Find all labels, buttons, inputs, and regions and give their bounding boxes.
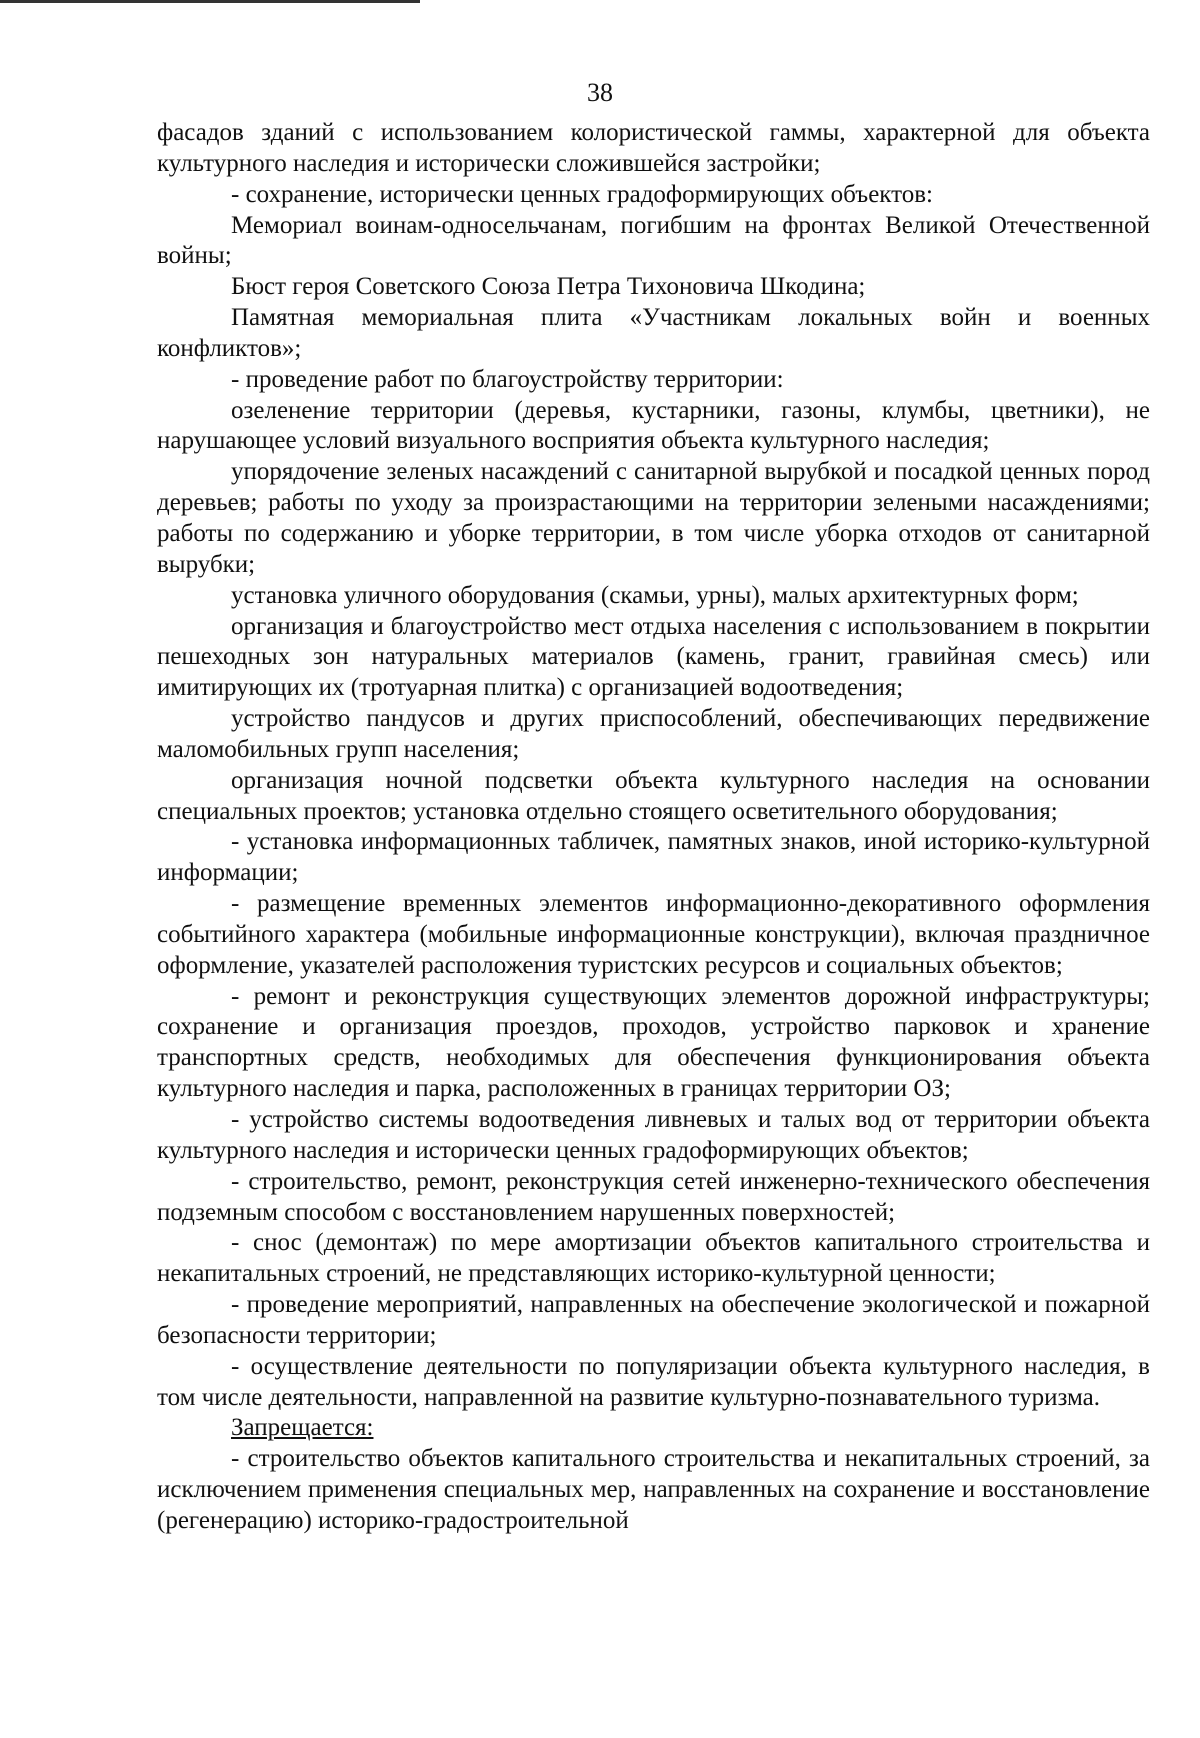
prohibited-label: Запрещается: bbox=[231, 1414, 374, 1442]
paragraph-memorial: Мемориал воинам-односельчанам, погибшим на фронтах Великой Отечественной войны; bbox=[157, 211, 1150, 270]
paragraph-memorial-plaque: Памятная мемориальная плита «Участникам локальных войн и военных конфликтов»; bbox=[157, 304, 1150, 362]
paragraph-continuation-facades: фасадов зданий с использованием колористической гаммы, характерной для объекта культурного наследия и исторически сложившейся застройки; bbox=[157, 119, 1150, 177]
document-body bbox=[157, 118, 1150, 1537]
paragraph-greening: озеленение территории (деревья, кустарники, газоны, клумбы, цветники), не нарушающее условий визуального восприятия объекта культурного наследия; bbox=[157, 396, 1150, 455]
paragraph-green-spaces: упорядочение зеленых насаждений с санитарной вырубкой и посадкой ценных пород деревьев; работы по уходу за произрастающими на территории зелеными насаждениями; работы по содержанию и уборке территории, в том числе уборка отходов от санитарной вырубки; bbox=[157, 458, 1150, 578]
paragraph-demolition: - снос (демонтаж) по мере амортизации объектов капитального строительства и некапитальных строений, не представляющих историко-культурной ценности; bbox=[157, 1229, 1150, 1288]
paragraph-road-infrastructure: - ремонт и реконструкция существующих элементов дорожной инфраструктуры; сохранение и организация проездов, проходов, устройство парковок и хранение транспортных средств, необходимых для обеспечения функционирования объекта культурного наследия и парка, расположенных в границах территории ОЗ; bbox=[157, 982, 1150, 1103]
paragraph-drainage: - устройство системы водоотведения ливневых и талых вод от территории объекта культурного наследия и исторически ценных градоформирующих объектов; bbox=[157, 1106, 1150, 1164]
scan-top-border bbox=[0, 0, 420, 3]
paragraph-safety: - проведение мероприятий, направленных на обеспечение экологической и пожарной безопасности территории; bbox=[157, 1291, 1150, 1349]
paragraph-popularization: - осуществление деятельности по популяризации объекта культурного наследия, в том числе деятельности, направленной на развитие культурно-познавательного туризма. bbox=[157, 1352, 1150, 1411]
paragraph-bust: Бюст героя Советского Союза Петра Тихоновича Шкодина; bbox=[231, 273, 866, 301]
paragraph-preservation-heading: - сохранение, исторически ценных градоформирующих объектов: bbox=[231, 180, 933, 208]
section-heading-prohibited bbox=[157, 1413, 1150, 1444]
paragraph-info-signs: - установка информационных табличек, памятных знаков, иной историко-культурной информации; bbox=[157, 828, 1150, 887]
paragraph-recreation-areas: организация и благоустройство мест отдыха населения с использованием в покрытии пешеходных зон натуральных материалов (камень, гранит, гравийная смесь) или имитирующих их (тротуарная плитка) с организацией водоотведения; bbox=[157, 612, 1150, 702]
paragraph-ramps: устройство пандусов и других приспособлений, обеспечивающих передвижение маломобильных групп населения; bbox=[157, 705, 1150, 763]
paragraph-utility-networks: - строительство, ремонт, реконструкция сетей инженерно-технического обеспечения подземным способом с восстановлением нарушенных поверхностей; bbox=[157, 1167, 1150, 1226]
paragraph-street-equipment: установка уличного оборудования (скамьи, урны), малых архитектурных форм; bbox=[231, 581, 1079, 609]
paragraph-night-lighting: организация ночной подсветки объекта культурного наследия на основании специальных проектов; установка отдельно стоящего осветительного оборудования; bbox=[157, 766, 1150, 825]
paragraph-temporary-decor: - размещение временных элементов информационно-декоративного оформления событийного характера (мобильные информационные конструкции), включая праздничное оформление, указателей расположения туристских ресурсов и социальных объектов; bbox=[157, 890, 1150, 979]
paragraph-construction-prohibited: - строительство объектов капитального строительства и некапитальных строений, за исключением применения специальных мер, направленных на сохранение и восстановление (регенерацию) историко-градостроительной bbox=[157, 1445, 1150, 1534]
page-number: 38 bbox=[587, 78, 613, 107]
paragraph-landscaping-heading: - проведение работ по благоустройству территории: bbox=[231, 365, 784, 393]
